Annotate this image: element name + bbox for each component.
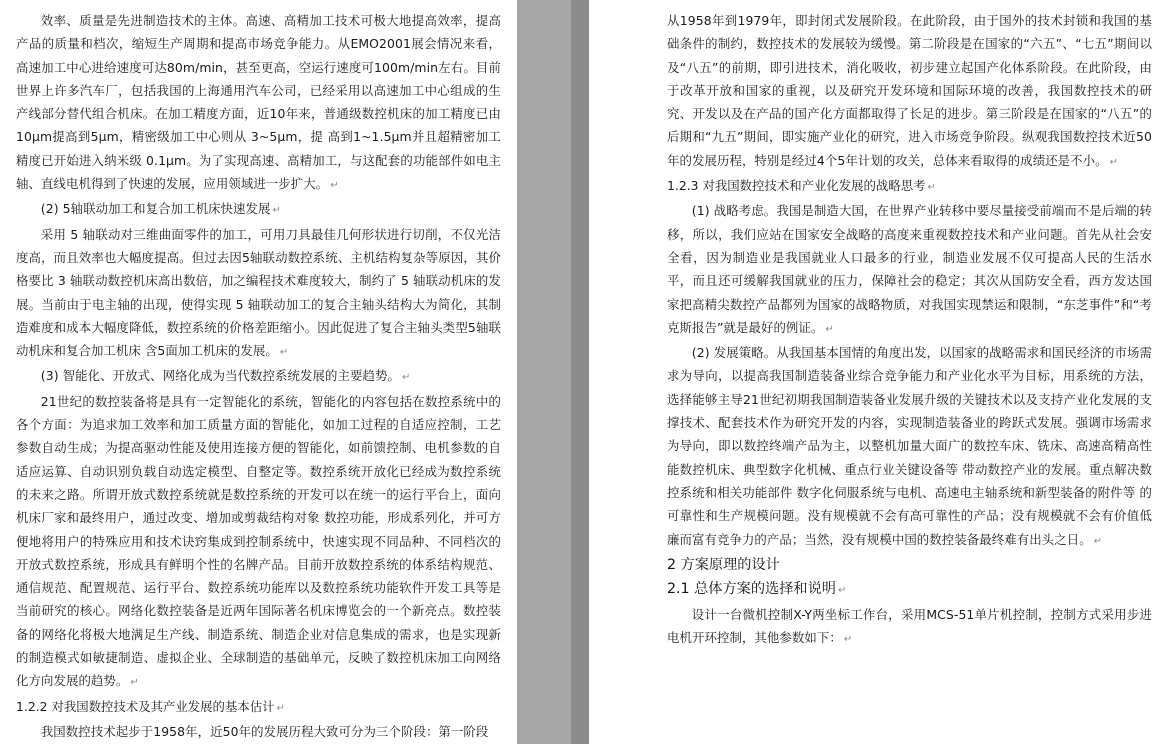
paragraph-mark-icon: ↵ (837, 584, 847, 596)
paragraph-mark-icon: ↵ (330, 180, 339, 192)
paragraph-mark-icon: ↵ (843, 634, 853, 646)
section-heading-1-2-2: 1.2.2 对我国数控技术及其产业发展的基本估计 ↵ (16, 698, 285, 714)
paragraph-mark-icon: ↵ (1093, 535, 1103, 547)
document-page-right[interactable] (589, 0, 1166, 744)
section-heading-1-2-3: 1.2.3 对我国数控技术和产业化发展的战略思考 ↵ (667, 178, 936, 194)
document-page-left[interactable] (0, 0, 517, 744)
chapter-heading-2: 2 方案原理的设计 (667, 556, 780, 573)
workspace-gap (517, 0, 571, 744)
paragraph-mark-icon: ↵ (276, 702, 285, 714)
paragraph-5-axis: 采用 5 轴联动对三维曲面零件的加工，可用刀具最佳几何形状进行切削，不仅光洁度高，而且效率也大幅度提高。但过去因5轴联动数控系统、主机结构复杂等原因，其价格要比 3 轴联动数控机床高出数倍，加之编程技术难度较大，制约了 5 轴联动机床的发展。当前由于电主轴的出现，使得实现 5 轴联动加工的复合主轴头结构大为简化，其制造难度和成本大幅度降低，数控系统的价格差距缩小。因此促进了复合主轴头类型5轴联动机床和复合加工机床 含5面加工机床的发展。 ↵ (16, 226, 501, 359)
paragraph-strategy: (1) 战略考虑。我国是制造大国，在世界产业转移中要尽量接受前端而不是后端的转移，所以，我们应站在国家安全战略的高度来重视数控技术和产业问题。首先从社会安全看，因为制造业是我国就业人口最多的行业，制造业发展不仅可提高人民的生活水平，而且还可缓解我国就业的压力，保障社会的稳定；其次从国防安全看，西方发达国家把高精尖数控产品都列为国家的战略物质，对我国实现禁运和限制，“东芝事件”和“考克斯报告”就是最好的例证。 ↵ (667, 203, 1152, 335)
section-heading-2-1: 2.1 总体方案的选择和说明 ↵ (667, 580, 847, 597)
paragraph-high-speed: 效率、质量是先进制造技术的主体。高速、高精加工技术可极大地提高效率，提高产品的质量和档次，缩短生产周期和提高市场竞争能力。从EMO2001展会情况来看，高速加工中心进给速度可达80m/min，甚至更高，空运行速度可100m/min左右。目前世界上许多汽车厂，包括我国的上海通用汽车公司，已经采用以高速加工中心组成的生产线部分替代组合机床。在加工精度方面，近10年来，普通级数控机床的加工精度已由10μm提高到5μm，精密级加工中心则从 3~5μm，提 高到1~1.5μm并且超精密加工精度已开始进入纳米级 0.1μm。为了实现高速、高精加工，与这配套的功能部件如电主轴、直线电机得到了快速的发展，应用领域进一步扩大。 ↵ (16, 13, 501, 192)
paragraph-mark-icon: ↵ (279, 347, 289, 359)
paragraph-mark-icon: ↵ (1109, 156, 1119, 168)
paragraph-mark-icon: ↵ (825, 323, 834, 335)
paragraph-design: 设计一台微机控制X-Y两坐标工作台，采用MCS-51单片机控制，控制方式采用步进电机开环控制，其他参数如下： ↵ (667, 606, 1152, 646)
heading-5-axis: (2) 5轴联动加工和复合加工机床快速发展 ↵ (40, 201, 282, 217)
paragraph-history-cont: 从1958年到1979年，即封闭式发展阶段。在此阶段，由于国外的技术封锁和我国的基础条件的制约，数控技术的发展较为缓慢。第二阶段是在国家的“六五”、“七五”期间以及“八五”的前期，即引进技术，消化吸收，初步建立起国产化体系阶段。在此阶段，由于改革开放和国家的重视，以及研究开发环境和国际环境的改善，我国数控技术的研究、开发以及在产品的国产化方面都取得了长足的进步。第三阶段是在国家的“八五”的后期和“九五”期间，即实施产业化的研究，进入市场竞争阶段。纵观我国数控技术近50年的发展历程，特别是经过4个5年计划的攻关，总体来看取得的成绩还是不小。 ↵ (667, 13, 1152, 168)
paragraph-development: (2) 发展策略。从我国基本国情的角度出发，以国家的战略需求和国民经济的市场需求为导向，以提高我国制造装备业综合竞争能力和产业化水平为目标，用系统的方法，选择能够主导21世纪初期我国制造装备业发展升级的关键技术以及支持产业化发展的支撑技术、配套技术作为研究开发的内容，实现制造装备业的跨跃式发展。强调市场需求为导向，即以数控终端产品为主，以整机加量大面广的数控车床、铣床、高速高精高性能数控机床、典型数字化机械、重点行业关键设备等 带动数控产业的发展。重点解决数控系统和相关功能部件 数字化伺服系统与电机、高速电主轴系统和新型装备的附件等 的可靠性和生产规模问题。没有规模就不会有高可靠性的产品；没有规模就不会有价值低廉而富有竞争力的产品；当然，没有规模中国的数控装备最终难有出头之日。 ↵ (667, 345, 1152, 547)
paragraph-mark-icon: ↵ (927, 182, 936, 194)
paragraph-history-start: 我国数控技术起步于1958年，近50年的发展历程大致可分为三个阶段：第一阶段 (40, 723, 489, 739)
paragraph-mark-icon: ↵ (401, 372, 411, 384)
paragraph-intelligent: 21世纪的数控装备将是具有一定智能化的系统，智能化的内容包括在数控系统中的各个方面：为追求加工效率和加工质量方面的智能化，如加工过程的自适应控制，工艺参数自动生成；为提高驱动性能及使用连接方便的智能化，如前馈控制、电机参数的自适应运算、自动识别负载自动选定模型、自整定等。数控系统开放化已经成为数控系统的未来之路。所谓开放式数控系统就是数控系统的开发可以在统一的运行平台上，面向机床厂家和最终用户，通过改变、增加或剪裁结构对象 数控功能，形成系列化，并可方便地将用户的特殊应用和技术诀窍集成到控制系统中，快速实现不同品种、不同档次的开放式数控系统，形成具有鲜明个性的名牌产品。目前开放数控系统的体系结构规范、通信规范、配置规范、运行平台、数控系统功能库以及数控系统功能软件开发工具等是当前研究的核心。网络化数控装备是近两年国际著名机床博览会的一个新亮点。数控装备的网络化将极大地满足生产线、制造系统、制造企业对信息集成的需求，也是实现新的制造模式如敏捷制造、虚拟企业、全球制造的基础单元，反映了数控机床加工向网络化方向发展的趋势。 ↵ (16, 393, 501, 689)
heading-intelligent: (3) 智能化、开放式、网络化成为当代数控系统发展的主要趋势。 ↵ (40, 368, 411, 384)
paragraph-mark-icon: ↵ (272, 205, 282, 217)
paragraph-mark-icon: ↵ (130, 677, 139, 689)
page-divider (571, 0, 589, 744)
